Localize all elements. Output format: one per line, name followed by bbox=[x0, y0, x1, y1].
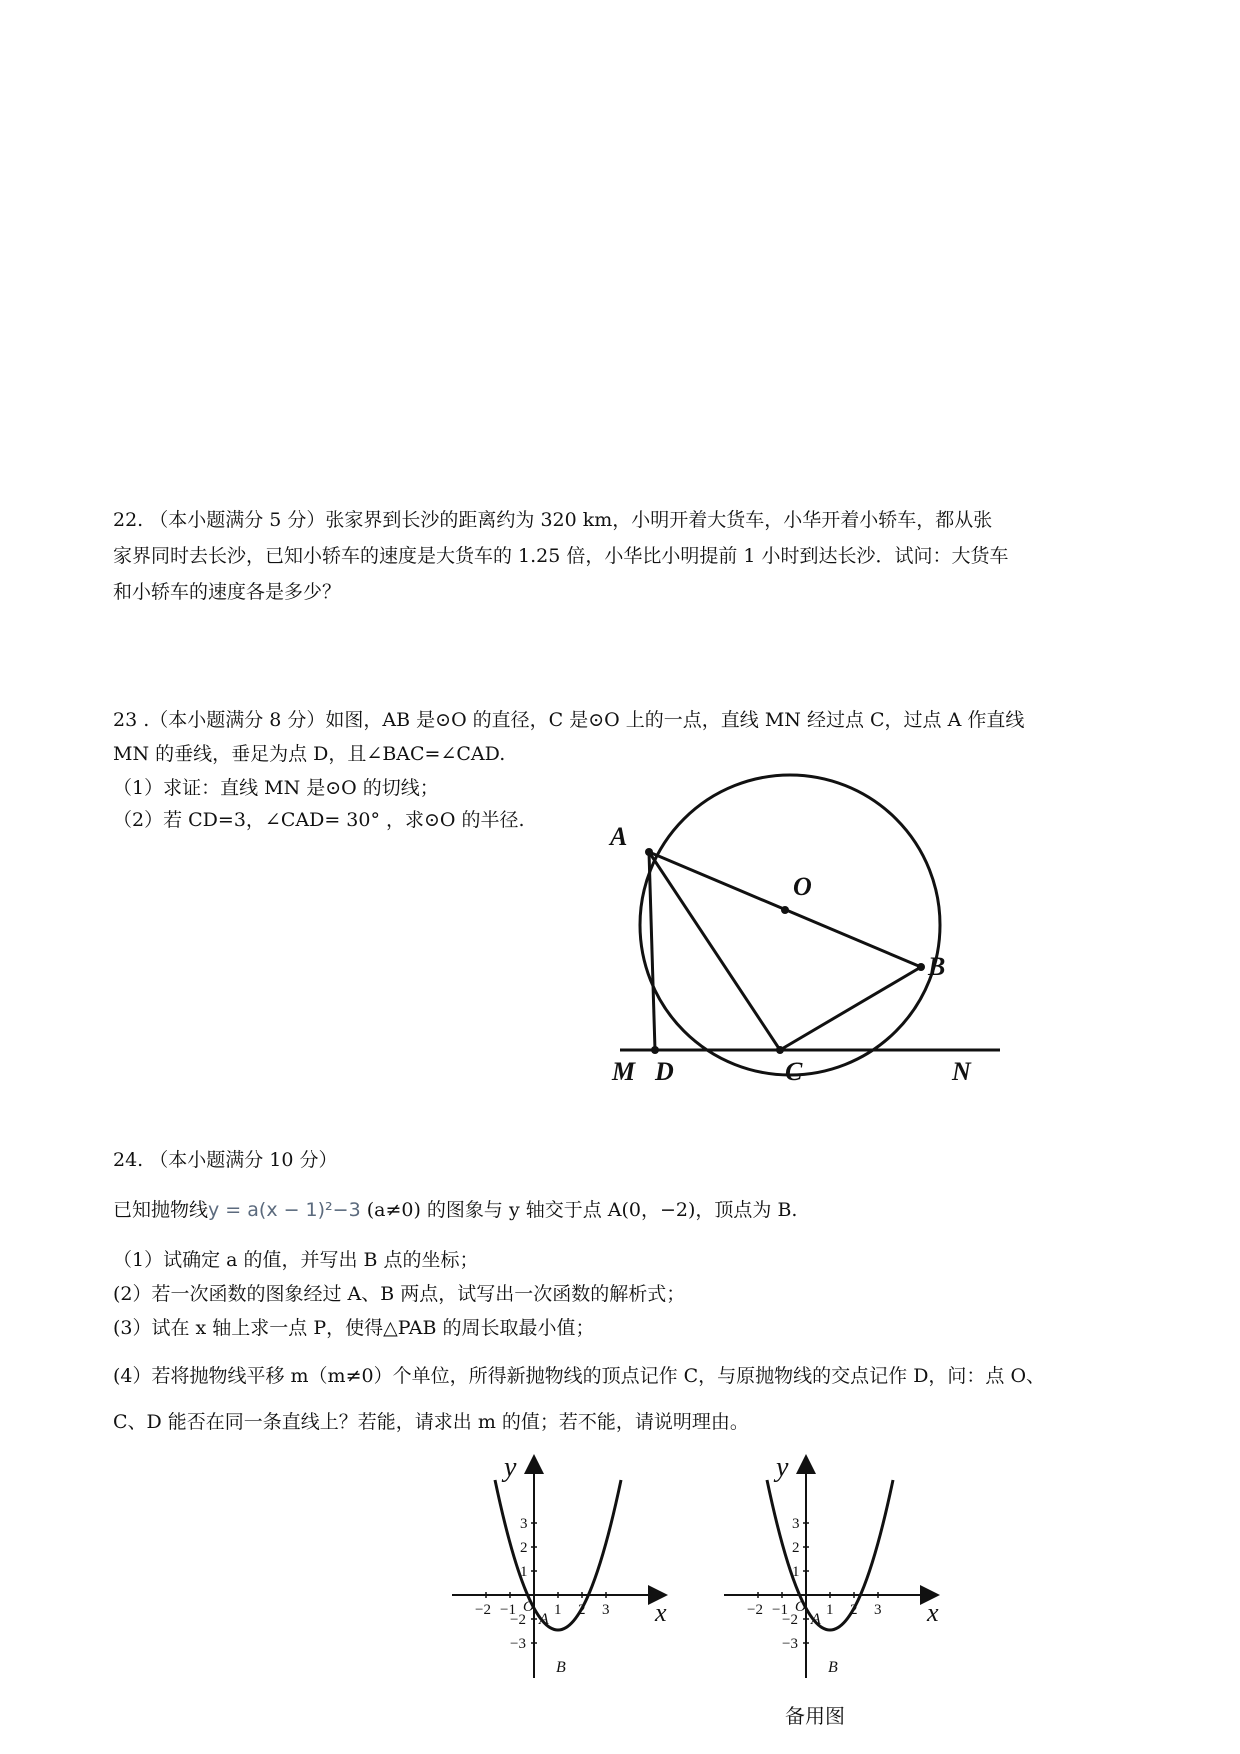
q23-line-2: MN 的垂线，垂足为点 D，且∠BAC=∠CAD. bbox=[113, 743, 506, 765]
label-d: D bbox=[655, 1057, 674, 1086]
axis-y-label: y bbox=[504, 1452, 517, 1483]
label-o: O bbox=[793, 872, 812, 901]
ytick-2: 2 bbox=[520, 1540, 528, 1556]
xtick-neg2: −2 bbox=[475, 1602, 491, 1618]
point-a-label: A bbox=[539, 1611, 549, 1628]
point-b-label: B bbox=[556, 1659, 566, 1676]
q22-line-2: 家界同时去长沙，已知小轿车的速度是大货车的 1.25 倍，小华比小明提前 1 小时到达长沙．试问：大货车 bbox=[113, 545, 1009, 567]
segment-ad bbox=[649, 852, 655, 1050]
q22-line-3: 和小轿车的速度各是多少？ bbox=[113, 581, 342, 603]
q24-intro-prefix: 已知抛物线 bbox=[113, 1199, 209, 1221]
point-b-label: B bbox=[828, 1659, 838, 1676]
point-c-dot bbox=[776, 1046, 784, 1054]
xtick-2: 2 bbox=[578, 1602, 586, 1618]
label-n: N bbox=[952, 1057, 971, 1086]
ytick-neg3: −3 bbox=[782, 1636, 798, 1652]
point-d-dot bbox=[651, 1046, 659, 1054]
q23-line-3: （1）求证：直线 MN 是⊙O 的切线； bbox=[113, 777, 439, 799]
segment-bc bbox=[780, 967, 921, 1050]
parabola-graph-spare bbox=[720, 1450, 960, 1690]
xtick-neg1: −1 bbox=[772, 1602, 788, 1618]
ytick-1: 1 bbox=[792, 1564, 800, 1580]
q24-item-5: C、D 能否在同一条直线上？若能，请求出 m 的值；若不能，请说明理由。 bbox=[113, 1411, 749, 1433]
circle-tangent-figure bbox=[600, 745, 1020, 1105]
spare-figure-caption: 备用图 bbox=[785, 1704, 845, 1728]
origin-label: O bbox=[523, 1599, 534, 1615]
label-b: B bbox=[928, 952, 946, 981]
q24-item-4: (4）若将抛物线平移 m（m≠0）个单位，所得新抛物线的顶点记作 C，与原抛物线的交点记作 D，问：点 O、 bbox=[113, 1365, 1046, 1387]
q24-header: 24. （本小题满分 10 分） bbox=[113, 1149, 338, 1171]
q24-intro-formula: y = a(x − 1)²−3 bbox=[208, 1199, 361, 1221]
parabola-graph-main bbox=[448, 1450, 688, 1690]
q24-item-2: (2）若一次函数的图象经过 A、B 两点，试写出一次函数的解析式； bbox=[113, 1283, 686, 1305]
axis-x-label: x bbox=[927, 1598, 939, 1627]
xtick-neg1: −1 bbox=[500, 1602, 516, 1618]
ytick-1: 1 bbox=[520, 1564, 528, 1580]
axis-y-label: y bbox=[776, 1452, 789, 1483]
ytick-3: 3 bbox=[792, 1516, 800, 1532]
ytick-neg2: −2 bbox=[782, 1612, 798, 1628]
ytick-3: 3 bbox=[520, 1516, 528, 1532]
ytick-neg3: −3 bbox=[510, 1636, 526, 1652]
q24-item-1: （1）试确定 a 的值，并写出 B 点的坐标； bbox=[113, 1249, 479, 1271]
q24-item-3: (3）试在 x 轴上求一点 P，使得△PAB 的周长取最小值； bbox=[113, 1317, 595, 1339]
q22-line-1: 22. （本小题满分 5 分）张家界到长沙的距离约为 320 km，小明开着大货车，小华开着小轿车，都从张 bbox=[113, 509, 993, 531]
q24-intro bbox=[113, 1198, 797, 1222]
label-c: C bbox=[785, 1057, 803, 1086]
ytick-2: 2 bbox=[792, 1540, 800, 1556]
q23-line-4: （2）若 CD=3，∠CAD= 30° ，求⊙O 的半径. bbox=[113, 809, 525, 831]
xtick-3: 3 bbox=[874, 1602, 882, 1618]
axis-x-label: x bbox=[655, 1598, 667, 1627]
label-a: A bbox=[610, 822, 628, 851]
q24-intro-suffix: (a≠0) 的图象与 y 轴交于点 A(0，−2)，顶点为 B. bbox=[360, 1199, 798, 1221]
point-a-dot bbox=[645, 848, 653, 856]
xtick-neg2: −2 bbox=[747, 1602, 763, 1618]
point-o-dot bbox=[781, 906, 789, 914]
label-m: M bbox=[612, 1057, 636, 1086]
circle-o bbox=[640, 775, 940, 1075]
q23-line-1: 23 .（本小题满分 8 分）如图，AB 是⊙O 的直径，C 是⊙O 上的一点，直线 MN 经过点 C，过点 A 作直线 bbox=[113, 709, 1025, 731]
point-a-label: A bbox=[811, 1611, 821, 1628]
xtick-3: 3 bbox=[602, 1602, 610, 1618]
ytick-neg2: −2 bbox=[510, 1612, 526, 1628]
point-b-dot bbox=[917, 963, 925, 971]
origin-label: O bbox=[795, 1599, 806, 1615]
xtick-1: 1 bbox=[826, 1602, 834, 1618]
xtick-1: 1 bbox=[554, 1602, 562, 1618]
xtick-2: 2 bbox=[850, 1602, 858, 1618]
segment-ac bbox=[649, 852, 780, 1050]
